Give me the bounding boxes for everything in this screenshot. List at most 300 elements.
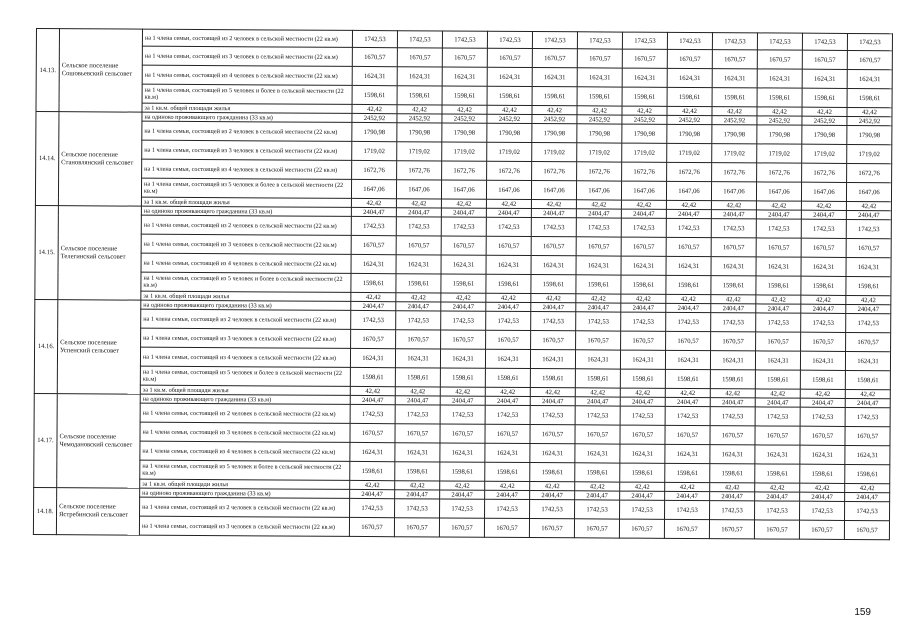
- value-cell: 1670,57: [396, 236, 441, 255]
- value-cell: 1742,53: [350, 498, 395, 517]
- value-cell: 42,42: [800, 389, 845, 398]
- value-cell: 42,42: [530, 388, 575, 397]
- category-label: на 1 члена семьи, состоящей из 3 человек в сельской местности (22 кв.м): [142, 46, 352, 66]
- value-cell: 1624,31: [711, 257, 756, 276]
- value-cell: 42,42: [442, 105, 487, 114]
- value-cell: 1670,57: [395, 424, 440, 443]
- value-cell: 1670,57: [574, 519, 619, 538]
- value-cell: 42,42: [350, 386, 395, 395]
- value-cell: 1670,57: [710, 426, 755, 445]
- value-cell: 1719,02: [847, 144, 892, 163]
- value-cell: 42,42: [485, 481, 530, 490]
- value-cell: 1598,61: [665, 369, 710, 388]
- value-cell: 1598,61: [351, 273, 396, 292]
- value-cell: 42,42: [575, 482, 620, 491]
- category-label: на 1 члена семьи, состоящей из 5 человек и более в сельской местности (22 кв.м): [140, 460, 350, 480]
- value-cell: 1670,57: [667, 49, 712, 68]
- category-label: на одиноко проживающего гражданина (33 кв.м): [141, 206, 351, 216]
- value-cell: 2452,92: [667, 115, 712, 124]
- value-cell: 1670,57: [350, 423, 395, 442]
- value-cell: 2404,47: [575, 491, 620, 500]
- value-cell: 2404,47: [665, 491, 710, 500]
- category-label: на 1 члена семьи, состоящей из 2 человек в сельской местности (22 кв.м): [142, 121, 352, 141]
- value-cell: 1742,53: [620, 406, 665, 425]
- value-cell: 42,42: [397, 105, 442, 114]
- value-cell: 1624,31: [666, 256, 711, 275]
- value-cell: 1742,53: [442, 31, 487, 48]
- value-cell: 1670,57: [486, 236, 531, 255]
- value-cell: 1598,61: [621, 275, 666, 294]
- value-cell: 1742,53: [801, 313, 846, 332]
- value-cell: 1598,61: [756, 276, 801, 295]
- value-cell: 1670,57: [352, 47, 397, 66]
- value-cell: 1670,57: [711, 332, 756, 351]
- value-cell: 1742,53: [531, 312, 576, 331]
- value-cell: 1624,31: [350, 442, 395, 461]
- value-cell: 42,42: [800, 483, 845, 492]
- category-label: за 1 кв.м. общей площади жилья: [140, 479, 350, 489]
- value-cell: 42,42: [485, 387, 530, 396]
- value-cell: 1670,57: [396, 330, 441, 349]
- value-cell: 1742,53: [485, 405, 530, 424]
- value-cell: 2404,47: [351, 301, 396, 310]
- value-cell: 42,42: [440, 387, 485, 396]
- value-cell: 1670,57: [532, 49, 577, 68]
- value-cell: 1670,57: [577, 49, 622, 68]
- value-cell: 42,42: [756, 295, 801, 304]
- value-cell: 1670,57: [799, 520, 844, 539]
- value-cell: 1598,61: [575, 463, 620, 482]
- value-cell: 42,42: [801, 295, 846, 304]
- value-cell: 1672,76: [577, 162, 622, 181]
- value-cell: 2452,92: [712, 116, 757, 125]
- value-cell: 2404,47: [845, 398, 890, 407]
- value-cell: 42,42: [575, 388, 620, 397]
- value-cell: 42,42: [710, 483, 755, 492]
- value-cell: 1672,76: [487, 161, 532, 180]
- category-label: на 1 члена семьи, состоящей из 2 человек в сельской местности (22 кв.м): [140, 403, 350, 423]
- value-cell: 2404,47: [620, 491, 665, 500]
- value-cell: 1742,53: [440, 405, 485, 424]
- value-cell: 1719,02: [667, 143, 712, 162]
- value-cell: 1719,02: [532, 143, 577, 162]
- value-cell: 1670,57: [847, 50, 892, 69]
- value-cell: 1670,57: [487, 48, 532, 67]
- value-cell: 1598,61: [440, 462, 485, 481]
- value-cell: 1742,53: [351, 216, 396, 235]
- value-cell: 1624,31: [620, 444, 665, 463]
- value-cell: 2404,47: [620, 397, 665, 406]
- value-cell: 1598,61: [622, 87, 667, 106]
- value-cell: 1624,31: [800, 445, 845, 464]
- category-label: на 1 члена семьи, состоящей из 4 человек в сельской местности (22 кв.м): [140, 441, 350, 461]
- value-cell: 1598,61: [395, 462, 440, 481]
- value-cell: 1790,98: [397, 123, 442, 142]
- value-cell: 1624,31: [532, 68, 577, 87]
- value-cell: 1742,53: [800, 501, 845, 520]
- value-cell: 1624,31: [396, 255, 441, 274]
- value-cell: 1790,98: [622, 124, 667, 143]
- value-cell: 2452,92: [622, 115, 667, 124]
- value-cell: 1647,06: [531, 181, 576, 200]
- value-cell: 1742,53: [486, 217, 531, 236]
- value-cell: 1624,31: [486, 255, 531, 274]
- value-cell: 1598,61: [620, 463, 665, 482]
- value-cell: 42,42: [352, 104, 397, 113]
- value-cell: 1742,53: [846, 219, 891, 238]
- value-cell: 1647,06: [396, 180, 441, 199]
- value-cell: 42,42: [620, 482, 665, 491]
- value-cell: 1790,98: [532, 124, 577, 143]
- value-cell: 1670,57: [576, 237, 621, 256]
- value-cell: 1598,61: [531, 275, 576, 294]
- value-cell: 1624,31: [575, 350, 620, 369]
- value-cell: 2404,47: [756, 210, 801, 219]
- value-cell: 2404,47: [755, 398, 800, 407]
- settlement-name: Сельское поселение Ястребинский сельсовет: [56, 488, 139, 536]
- value-cell: 1670,57: [394, 518, 439, 537]
- settlement-name: Сельское поселение Успенский сельсовет: [57, 300, 141, 395]
- value-cell: 42,42: [440, 481, 485, 490]
- value-cell: 2404,47: [666, 303, 711, 312]
- item-number: 14.18.: [33, 487, 56, 534]
- value-cell: 1670,57: [484, 518, 529, 537]
- value-cell: 1670,57: [619, 519, 664, 538]
- value-cell: 2404,47: [350, 489, 395, 498]
- value-cell: 1598,61: [712, 88, 757, 107]
- value-cell: 2404,47: [395, 490, 440, 499]
- value-cell: 42,42: [757, 107, 802, 116]
- value-cell: 1670,57: [621, 331, 666, 350]
- value-cell: 1624,31: [485, 443, 530, 462]
- value-cell: 42,42: [487, 105, 532, 114]
- value-cell: 2404,47: [485, 396, 530, 405]
- category-label: на одиноко проживающего гражданина (33 кв.м): [142, 112, 352, 122]
- value-cell: 1598,61: [755, 370, 800, 389]
- value-cell: 1742,53: [575, 500, 620, 519]
- value-cell: 2452,92: [487, 114, 532, 123]
- value-cell: 1624,31: [846, 257, 891, 276]
- value-cell: 1672,76: [667, 162, 712, 181]
- value-cell: 1719,02: [802, 144, 847, 163]
- value-cell: 1624,31: [441, 255, 486, 274]
- category-label: на 1 члена семьи, состоящей из 2 человек в сельской местности (22 кв.м): [140, 497, 350, 517]
- value-cell: 1742,53: [846, 313, 891, 332]
- value-cell: 1742,53: [487, 31, 532, 48]
- value-cell: 1624,31: [845, 445, 890, 464]
- value-cell: 1624,31: [801, 257, 846, 276]
- category-label: за 1 кв.м. общей площади жилья: [141, 291, 351, 301]
- settlement-name: Сельское поселение Становлянский сельсовет: [58, 112, 142, 207]
- category-label: на 1 члена семьи, состоящей из 2 человек в сельской местности (22 кв.м): [142, 29, 352, 47]
- value-cell: 42,42: [531, 294, 576, 303]
- value-cell: 1742,53: [486, 311, 531, 330]
- value-cell: 1598,61: [800, 464, 845, 483]
- value-cell: 1624,31: [395, 349, 440, 368]
- value-cell: 1624,31: [712, 69, 757, 88]
- value-cell: 42,42: [396, 199, 441, 208]
- value-cell: 1742,53: [800, 407, 845, 426]
- value-cell: 1598,61: [757, 88, 802, 107]
- value-cell: 2452,92: [442, 114, 487, 123]
- value-cell: 1624,31: [531, 256, 576, 275]
- value-cell: 1598,61: [711, 276, 756, 295]
- value-cell: 1624,31: [575, 444, 620, 463]
- value-cell: 1647,06: [666, 181, 711, 200]
- value-cell: 42,42: [756, 201, 801, 210]
- value-cell: 1742,53: [577, 32, 622, 49]
- value-cell: 1719,02: [622, 143, 667, 162]
- category-label: на 1 члена семьи, состоящей из 5 человек и более в сельской местности (22 кв.м): [140, 366, 350, 386]
- category-label: на 1 члена семьи, состоящей из 4 человек в сельской местности (22 кв.м): [140, 347, 350, 367]
- value-cell: 2452,92: [577, 115, 622, 124]
- value-cell: 1624,31: [530, 444, 575, 463]
- value-cell: 42,42: [395, 387, 440, 396]
- value-cell: 2404,47: [531, 209, 576, 218]
- value-cell: 1670,57: [800, 426, 845, 445]
- value-cell: 42,42: [666, 200, 711, 209]
- value-cell: 1670,57: [531, 331, 576, 350]
- value-cell: 1670,57: [530, 425, 575, 444]
- value-cell: 1670,57: [802, 50, 847, 69]
- value-cell: 1742,53: [666, 218, 711, 237]
- value-cell: 1742,53: [847, 33, 892, 50]
- value-cell: 1719,02: [487, 142, 532, 161]
- value-cell: 1742,53: [576, 218, 621, 237]
- value-cell: 1672,76: [532, 162, 577, 181]
- settlement-name: Сельское поселение Телегинский сельсовет: [58, 206, 142, 301]
- value-cell: 42,42: [711, 201, 756, 210]
- value-cell: 1647,06: [801, 182, 846, 201]
- value-cell: 1598,61: [396, 274, 441, 293]
- value-cell: 1790,98: [667, 124, 712, 143]
- value-cell: 1670,57: [666, 237, 711, 256]
- value-cell: 2404,47: [396, 302, 441, 311]
- value-cell: 1624,31: [621, 256, 666, 275]
- value-cell: 42,42: [845, 389, 890, 398]
- value-cell: 1742,53: [397, 31, 442, 48]
- value-cell: 1670,57: [844, 520, 889, 539]
- value-cell: 1670,57: [846, 238, 891, 257]
- value-cell: 1598,61: [530, 369, 575, 388]
- value-cell: 1672,76: [802, 163, 847, 182]
- value-cell: 1742,53: [845, 407, 890, 426]
- value-cell: 2404,47: [846, 304, 891, 313]
- value-cell: 1624,31: [757, 69, 802, 88]
- settlement-name: Сельское поселение Сошовьевский сельсовет: [59, 29, 143, 113]
- value-cell: 42,42: [712, 107, 757, 116]
- value-cell: 1598,61: [440, 368, 485, 387]
- value-cell: 2404,47: [800, 492, 845, 501]
- item-number: 14.15.: [35, 205, 59, 299]
- value-cell: 42,42: [350, 480, 395, 489]
- value-cell: 1670,57: [756, 238, 801, 257]
- value-cell: 1598,61: [397, 86, 442, 105]
- value-cell: 1742,53: [395, 499, 440, 518]
- value-cell: 42,42: [620, 388, 665, 397]
- value-cell: 42,42: [532, 106, 577, 115]
- value-cell: 1624,31: [487, 67, 532, 86]
- value-cell: 1598,61: [666, 275, 711, 294]
- value-cell: 1624,31: [710, 351, 755, 370]
- value-cell: 42,42: [395, 481, 440, 490]
- value-cell: 42,42: [801, 201, 846, 210]
- value-cell: 1598,61: [352, 85, 397, 104]
- value-cell: 1742,53: [485, 499, 530, 518]
- value-cell: 1647,06: [576, 181, 621, 200]
- value-cell: 42,42: [441, 199, 486, 208]
- value-cell: 2404,47: [621, 303, 666, 312]
- value-cell: 2404,47: [486, 302, 531, 311]
- item-number: 14.16.: [34, 299, 58, 393]
- value-cell: 1670,57: [485, 424, 530, 443]
- value-cell: 2404,47: [710, 398, 755, 407]
- category-label: на 1 члена семьи, состоящей из 4 человек в сельской местности (22 кв.м): [141, 253, 351, 273]
- value-cell: 42,42: [486, 199, 531, 208]
- value-cell: 1624,31: [485, 349, 530, 368]
- value-cell: 1598,61: [350, 461, 395, 480]
- page-number: 159: [854, 607, 871, 618]
- value-cell: 1624,31: [755, 351, 800, 370]
- category-label: на 1 члена семьи, состоящей из 3 человек в сельской местности (22 кв.м): [141, 328, 351, 348]
- value-cell: 1790,98: [487, 123, 532, 142]
- value-cell: 1742,53: [665, 500, 710, 519]
- value-cell: 42,42: [576, 294, 621, 303]
- value-cell: 1598,61: [441, 274, 486, 293]
- item-number: 14.17.: [34, 393, 58, 487]
- value-cell: 42,42: [351, 292, 396, 301]
- value-cell: 1598,61: [845, 370, 890, 389]
- value-cell: 1670,57: [439, 518, 484, 537]
- value-cell: 1624,31: [397, 67, 442, 86]
- value-cell: 1598,61: [350, 367, 395, 386]
- value-cell: 1742,53: [665, 406, 710, 425]
- value-cell: 2404,47: [710, 492, 755, 501]
- value-cell: 42,42: [621, 200, 666, 209]
- value-cell: 1742,53: [575, 406, 620, 425]
- value-cell: 1647,06: [486, 180, 531, 199]
- settlement-name: Сельское поселение Чемодановский сельсовет: [57, 394, 141, 489]
- value-cell: 1742,53: [757, 33, 802, 50]
- value-cell: 2404,47: [351, 207, 396, 216]
- value-cell: 1624,31: [845, 351, 890, 370]
- value-cell: 1598,61: [620, 369, 665, 388]
- category-label: на 1 члена семьи, состоящей из 4 человек в сельской местности (22 кв.м): [142, 65, 352, 85]
- value-cell: 1624,31: [802, 69, 847, 88]
- value-cell: 1742,53: [531, 218, 576, 237]
- value-cell: 2404,47: [846, 210, 891, 219]
- value-cell: 2404,47: [530, 491, 575, 500]
- value-cell: 1624,31: [350, 348, 395, 367]
- value-cell: 1624,31: [800, 351, 845, 370]
- value-cell: 1742,53: [711, 313, 756, 332]
- value-cell: 2404,47: [531, 303, 576, 312]
- value-cell: 1670,57: [801, 238, 846, 257]
- value-cell: 1742,53: [755, 501, 800, 520]
- value-cell: 2404,47: [845, 492, 890, 501]
- value-cell: 1670,57: [754, 520, 799, 539]
- value-cell: 42,42: [845, 483, 890, 492]
- value-cell: 1624,31: [756, 257, 801, 276]
- value-cell: 1672,76: [847, 163, 892, 182]
- value-cell: 1742,53: [351, 310, 396, 329]
- value-cell: 2452,92: [532, 115, 577, 124]
- value-cell: 1790,98: [757, 125, 802, 144]
- item-number: 14.14.: [35, 112, 59, 206]
- value-cell: 1624,31: [576, 256, 621, 275]
- value-cell: 1647,06: [756, 182, 801, 201]
- value-cell: 1598,61: [532, 87, 577, 106]
- value-cell: 1598,61: [486, 274, 531, 293]
- value-cell: 1624,31: [440, 349, 485, 368]
- value-cell: 1742,53: [396, 217, 441, 236]
- value-cell: 42,42: [666, 294, 711, 303]
- value-cell: 1598,61: [800, 370, 845, 389]
- category-label: на 1 члена семьи, состоящей из 3 человек в сельской местности (22 кв.м): [141, 234, 351, 254]
- value-cell: 2404,47: [665, 397, 710, 406]
- value-cell: 1672,76: [757, 163, 802, 182]
- category-label: за 1 кв.м. общей площади жилья: [142, 103, 352, 113]
- value-cell: 1670,57: [486, 330, 531, 349]
- value-cell: 1670,57: [621, 237, 666, 256]
- value-cell: 2404,47: [575, 397, 620, 406]
- value-cell: 2452,92: [352, 113, 397, 122]
- value-cell: 2404,47: [441, 302, 486, 311]
- value-cell: 42,42: [665, 388, 710, 397]
- value-cell: 42,42: [710, 389, 755, 398]
- value-cell: 1670,57: [801, 332, 846, 351]
- value-cell: 1670,57: [620, 425, 665, 444]
- value-cell: 1742,53: [667, 32, 712, 49]
- value-cell: 42,42: [802, 107, 847, 116]
- value-cell: 1670,57: [529, 519, 574, 538]
- value-cell: 1598,61: [845, 464, 890, 483]
- value-cell: 42,42: [755, 389, 800, 398]
- value-cell: 1672,76: [397, 161, 442, 180]
- value-cell: 42,42: [667, 106, 712, 115]
- value-cell: 2404,47: [711, 304, 756, 313]
- value-cell: 1742,53: [396, 311, 441, 330]
- value-cell: 2404,47: [756, 304, 801, 313]
- value-cell: 2404,47: [395, 396, 440, 405]
- value-cell: 1624,31: [755, 445, 800, 464]
- value-cell: 42,42: [577, 106, 622, 115]
- value-cell: 1742,53: [756, 313, 801, 332]
- value-cell: 1624,31: [847, 69, 892, 88]
- value-cell: 1670,57: [757, 50, 802, 69]
- category-label: на одиноко проживающего гражданина (33 кв.м): [140, 488, 350, 498]
- value-cell: 42,42: [711, 295, 756, 304]
- value-cell: 2404,47: [666, 209, 711, 218]
- value-cell: 1670,57: [442, 48, 487, 67]
- value-cell: 1719,02: [577, 143, 622, 162]
- value-cell: 1742,53: [352, 30, 397, 47]
- value-cell: 1624,31: [530, 350, 575, 369]
- category-label: на 1 члена семьи, состоящей из 4 человек в сельской местности (22 кв.м): [142, 159, 352, 179]
- category-label: на 1 члена семьи, состоящей из 3 человек в сельской местности (22 кв.м): [139, 516, 349, 536]
- value-cell: 1624,31: [710, 445, 755, 464]
- value-cell: 1742,53: [755, 407, 800, 426]
- value-cell: 2404,47: [801, 210, 846, 219]
- value-cell: 1624,31: [352, 66, 397, 85]
- value-cell: 1624,31: [665, 350, 710, 369]
- value-cell: 2452,92: [802, 116, 847, 125]
- value-cell: 1742,53: [441, 311, 486, 330]
- value-cell: 1670,57: [711, 238, 756, 257]
- value-cell: 2452,92: [847, 116, 892, 125]
- value-cell: 1598,61: [485, 462, 530, 481]
- value-cell: 1719,02: [397, 142, 442, 161]
